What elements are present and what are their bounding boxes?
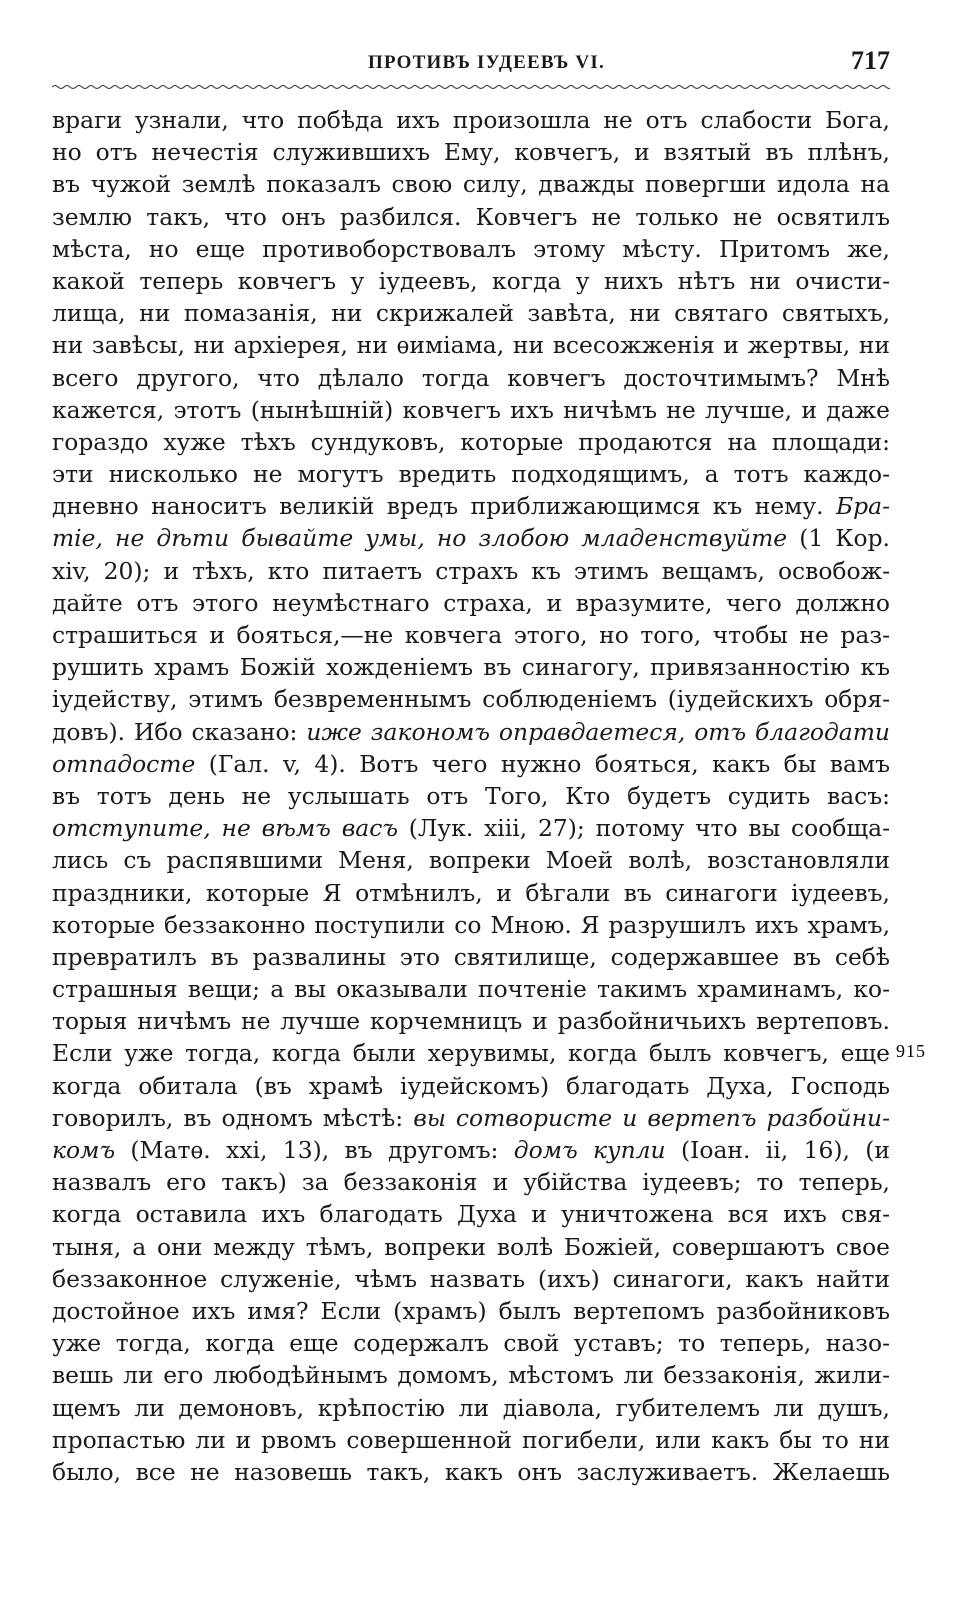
text-line [52,362,890,394]
text-line [52,1263,890,1295]
text-run: праздники, которые Я отмѣнилъ, и бѣгали въ синагоги іудеевъ, [52,878,890,907]
text-run: всего другого, что дѣлало тогда ковчегъ досточтимымъ? Мнѣ [52,363,890,392]
text-line [52,683,890,715]
text-run: въ чужой землѣ показалъ свою силу, дважды повергши идола на [52,170,890,199]
text-run: когда оставила ихъ благодать Духа и уничтожена вся ихъ свя- [52,1200,890,1229]
text-run: было, все не назовешь такъ, какъ онъ заслуживаетъ. Желаешь [52,1457,890,1486]
text-run: рушить храмъ Божій хожденіемъ въ синагогу, привязанностію къ [52,653,890,682]
text-line [52,297,890,329]
text-run: пропастью ли и рвомъ совершенной погибели, или какъ бы то ни [52,1425,890,1454]
text-line [52,329,890,361]
italic-quote: Бра- [835,492,890,521]
text-run: достойное ихъ имя? Если (храмъ) былъ вертепомъ разбойниковъ [52,1296,890,1325]
text-line [52,780,890,812]
text-line [52,1231,890,1263]
text-line [52,1134,890,1166]
italic-quote: иже закономъ оправдаетеся, отъ благодати [306,717,890,746]
text-line [52,104,890,136]
margin-note: 915 [896,1041,926,1062]
text-line [52,619,890,651]
text-line [52,1392,890,1424]
book-page [52,46,890,1488]
text-line [52,426,890,458]
text-run: (Гал. v, 4). Вотъ чего нужно бояться, какъ бы вамъ [195,749,890,778]
text-run: тыня, а они между тѣмъ, вопреки волѣ Божіей, совершаютъ свое [52,1232,890,1261]
text-run: землю такъ, что онъ разбился. Ковчегъ не только не освятилъ [52,202,890,231]
text-run: дайте отъ этого неумѣстнаго страха, и вразумите, чего должно [52,588,890,617]
text-run: уже тогда, когда еще содержалъ свой уставъ; то теперь, назо- [52,1329,890,1358]
italic-quote: комъ [52,1136,116,1164]
text-line [52,136,890,168]
text-line [52,1037,890,1069]
text-run: назвалъ его такъ) за беззаконія и убійства іудеевъ; то теперь, [52,1168,890,1197]
text-line [52,812,890,844]
text-line [52,490,890,522]
text-run: но отъ нечестія служившихъ Ему, ковчегъ, и взятый въ плѣнъ, [52,138,890,167]
text-line [52,1198,890,1230]
text-run: въ тотъ день не услышать отъ Того, Кто будетъ судить васъ: [52,781,890,810]
text-line [52,394,890,426]
text-line [52,909,890,941]
body-text [52,104,890,1488]
running-title: ПРОТИВЪ ІУДЕЕВЪ VI. [368,52,605,73]
italic-quote: тіе, не дѣти бывайте умы, но злобою младенствуйте [52,524,788,553]
text-run: мѣста, но еще противоборствовалъ этому мѣсту. Притомъ же, [52,234,890,263]
text-run: страшныя вещи; а вы оказывали почтеніе такимъ храминамъ, ко- [52,975,890,1004]
text-run: вешь ли его любодѣйнымъ домомъ, мѣстомъ ли беззаконія, жили- [52,1361,890,1390]
text-line [52,1005,890,1037]
text-run: враги узнали, что побѣда ихъ произошла не отъ слабости Бога, [52,106,890,134]
text-line [52,522,890,554]
text-line [52,651,890,683]
text-run: (Матѳ. xxi, 13), въ другомъ: [115,1136,514,1164]
italic-quote: отступите, не вѣмъ васъ [52,814,398,843]
text-run: лища, ни помазанія, ни скрижалей завѣта, ни святаго святыхъ, [52,299,890,328]
italic-quote: вы сотвористе и вертепъ разбойни- [413,1103,890,1132]
text-run: кажется, этотъ (нынѣшній) ковчегъ ихъ ничѣмъ не лучше, и даже [52,395,890,424]
text-line [52,844,890,876]
text-run: когда обитала (въ храмѣ іудейскомъ) благодать Духа, Господь [52,1071,890,1100]
text-line [52,1456,890,1488]
text-run: гораздо хуже тѣхъ сундуковъ, которые продаются на площади: [52,427,890,456]
text-line [52,1070,890,1102]
text-line [52,233,890,265]
text-line [52,1359,890,1391]
text-line [52,716,890,748]
text-run: xiv, 20); и тѣхъ, кто питаетъ страхъ къ этимъ вещамъ, освобож- [52,556,890,585]
text-line [52,555,890,587]
text-line [52,1166,890,1198]
text-run: эти нисколько не могутъ вредить подходящимъ, а тотъ каждо- [52,460,890,489]
text-line [52,1295,890,1327]
text-run: торыя ничѣмъ не лучше корчемницъ и разбойничьихъ вертеповъ. [52,1007,890,1036]
text-run: ни завѣсы, ни архіерея, ни ѳиміама, ни всесожженія и жертвы, ни [52,331,890,360]
text-run: (Лук. xiii, 27); потому что вы сообща- [397,814,890,843]
page-number: 717 [851,46,890,75]
text-run: іудейству, этимъ безвременнымъ соблюденіемъ (іудейскихъ обря- [52,685,890,714]
text-run: щемъ ли демоновъ, крѣпостію ли діавола, губителемъ ли душъ, [52,1393,890,1422]
text-run: беззаконное служеніе, чѣмъ назвать (ихъ) синагоги, какъ найти [52,1264,890,1293]
text-line [52,973,890,1005]
italic-quote: домъ купли [513,1136,666,1164]
text-run: страшиться и бояться,—не ковчега этого, но того, чтобы не раз- [52,621,890,649]
text-line [52,1102,890,1134]
text-line [52,941,890,973]
text-run: превратилъ въ развалины это святилище, содержавшее въ себѣ [52,942,890,971]
text-line [52,201,890,233]
text-run: дневно наноситъ великій вредъ приближающимся къ нему. [52,492,836,521]
text-line [52,587,890,619]
text-line [52,458,890,490]
text-line [52,168,890,200]
text-run: (1 Кор. [787,524,890,553]
text-line [52,748,890,780]
text-line [52,877,890,909]
text-line [52,1327,890,1359]
text-run: какой теперь ковчегъ у іудеевъ, когда у нихъ нѣтъ ни очисти- [52,266,890,295]
italic-quote: отпадосте [52,749,196,778]
page-header [52,46,890,90]
text-run: лись съ распявшими Меня, вопреки Моей волѣ, возстановляли [52,846,890,875]
text-run: говорилъ, въ одномъ мѣстѣ: [52,1103,414,1132]
text-run: довъ). Ибо сказано: [52,717,307,746]
text-line [52,265,890,297]
wavy-rule [52,84,890,90]
text-line [52,1424,890,1456]
text-run: (Іоан. ii, 16), (и [665,1136,890,1164]
text-run: Если уже тогда, когда были херувимы, когда былъ ковчегъ, еще [52,1039,890,1068]
text-run: которые беззаконно поступили со Мною. Я разрушилъ ихъ храмъ, [52,910,890,939]
